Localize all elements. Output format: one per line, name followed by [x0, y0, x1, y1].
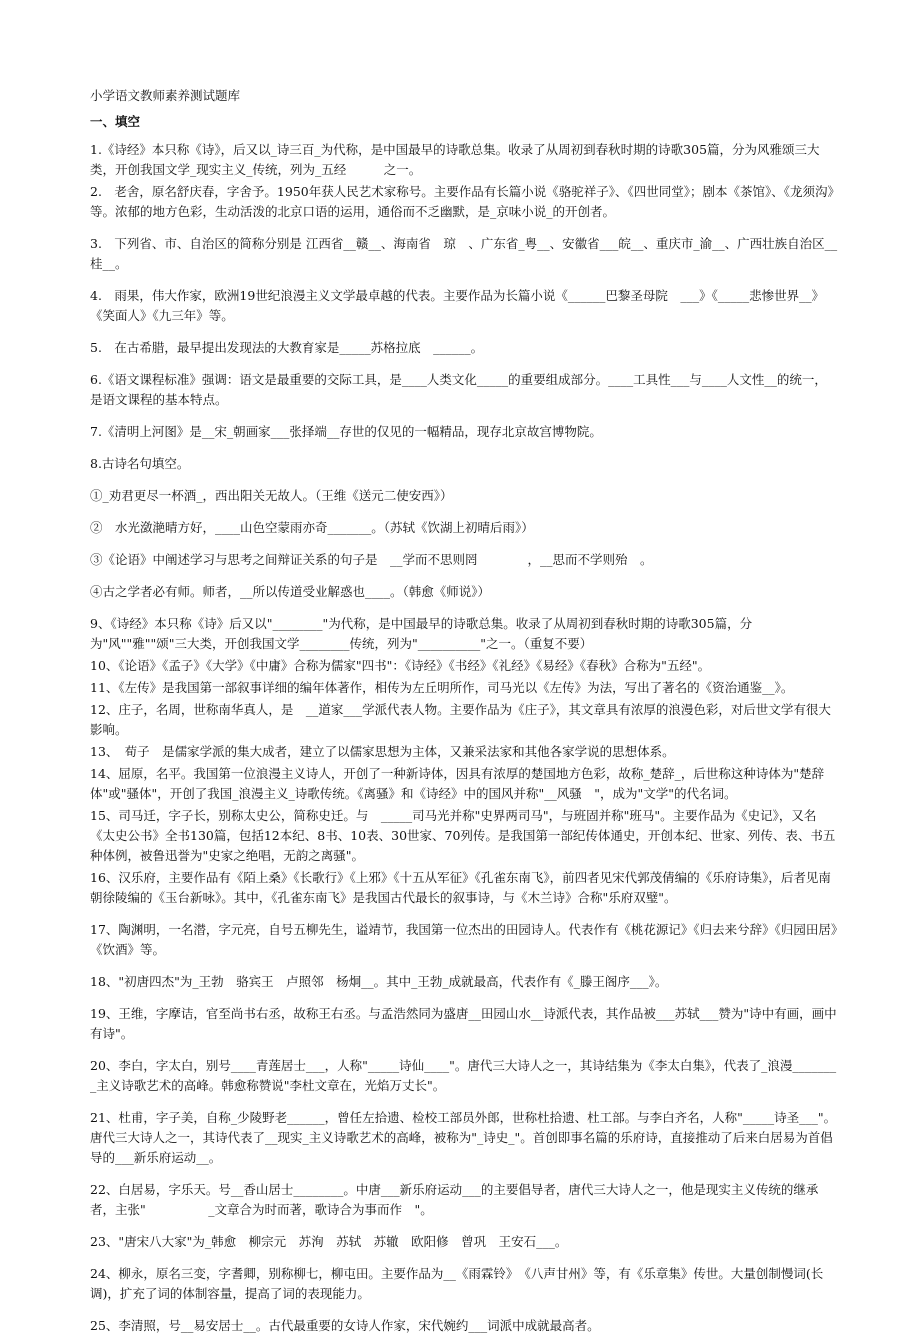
question-22: 22、白居易，字乐天。号__香山居士________。中唐___新乐府运动___的主要倡导者，唐代三大诗人之一，他是现实主义传统的继承者，主张" _文章合为时而著，歌诗合为事而作 "。 [90, 1182, 819, 1217]
question-8-4: ④古之学者必有师。师者，__所以传道受业解惑也____。（韩愈《师说》） [90, 584, 491, 599]
document-title: 小学语文教师素养测试题库 [90, 88, 241, 103]
question-18: 18、"初唐四杰"为_王勃 骆宾王 卢照邻 杨炯__。其中_王勃_成就最高，代表作有《_滕王阁序___》。 [90, 974, 668, 989]
question-23: 23、"唐宋八大家"为_韩愈 柳宗元 苏洵 苏轼 苏辙 欧阳修 曾巩 王安石___。 [90, 1234, 568, 1249]
question-25: 25、李清照，号__易安居士__。古代最重要的女诗人作家，宋代婉约___词派中成就最高者。 [90, 1318, 600, 1333]
question-10: 10、《论语》《孟子》《大学》《中庸》合称为儒家"四书"：《诗经》《书经》《礼经》《易经》《春秋》合称为"五经"。 [90, 658, 711, 673]
question-2: 2. 老舍，原名舒庆春，字舍予。1950年获人民艺术家称号。主要作品有长篇小说《骆驼祥子》、《四世同堂》；剧本《茶馆》、《龙须沟》等。浓郁的地方色彩，生动活泼的北京口语的运用，通俗而不乏幽默，是_京味小说_的开创者。 [90, 184, 834, 219]
question-24: 24、柳永，原名三变，字耆卿，别称柳七，柳屯田。主要作品为__《雨霖铃》 《八声甘州》等，有《乐章集》传世。大量创制慢词(长调)，扩充了词的体制容量，提高了词的表现能力。 [90, 1266, 824, 1301]
question-8-1: ①_劝君更尽一杯酒_，西出阳关无故人。（王维《送元二使安西》） [90, 488, 453, 503]
question-4: 4. 雨果，伟大作家，欧洲19世纪浪漫主义文学最卓越的代表。主要作品为长篇小说《______巴黎圣母院 ___》《_____悲惨世界__》《笑面人》《九三年》等。 [90, 288, 825, 323]
question-19: 19、王维，字摩诘，官至尚书右丞，故称王右丞。与孟浩然同为盛唐__田园山水__诗派代表，其作品被___苏轼___赞为"诗中有画，画中有诗"。 [90, 1006, 837, 1041]
question-5: 5. 在古希腊，最早提出发现法的大教育家是_____苏格拉底 ______。 [90, 340, 484, 355]
section-title: 一、填空 [90, 114, 141, 129]
question-16: 16、汉乐府，主要作品有《陌上桑》《长歌行》《上邪》《十五从军征》《孔雀东南飞》，前四者见宋代郭茂倩编的《乐府诗集》，后者见南朝徐陵编的《玉台新咏》。其中，《孔雀东南飞》是我国古代最长的叙事诗，与《木兰诗》合称"乐府双璧"。 [90, 870, 831, 905]
question-14: 14、屈原，名平。我国第一位浪漫主义诗人，开创了一种新诗体，因具有浓厚的楚国地方色彩，故称_楚辞_，后世称这种诗体为"楚辞体"或"骚体"，开创了我国_浪漫主义_诗歌传统。《离骚》和《诗经》中的国风并称"__风骚 "，成为"文学"的代名词。 [90, 766, 825, 801]
question-8-3: ③《论语》中阐述学习与思考之间辩证关系的句子是 __学而不思则罔 ，__思而不学则殆 。 [90, 552, 653, 567]
question-20: 20、李白，字太白，别号____青莲居士___，人称"_____诗仙____"。唐代三大诗人之一，其诗结集为《李太白集》，代表了_浪漫________主义诗歌艺术的高峰。韩愈称赞说"李杜文章在，光焰万丈长"。 [90, 1058, 837, 1093]
question-12: 12、庄子，名周，世称南华真人，是 __道家___学派代表人物。主要作品为《庄子》，其文章具有浓厚的浪漫色彩，对后世文学有很大影响。 [90, 702, 831, 737]
question-6: 6.《语文课程标准》强调：语文是最重要的交际工具，是____人类文化_____的重要组成部分。____工具性___与____人文性__的统一，是语文课程的基本特点。 [90, 372, 827, 407]
question-21: 21、杜甫，字子美，自称_少陵野老______，曾任左拾遗、检校工部员外郎，世称杜拾遗、杜工部。与李白齐名，人称"_____诗圣___"。唐代三大诗人之一，其诗代表了__现实_主义诗歌艺术的高峰，被称为"_诗史_"。首创即事名篇的乐府诗，直接推动了后来白居易为首倡导的___新乐府运动__。 [90, 1110, 837, 1165]
question-1: 1.《诗经》本只称《诗》，后又以_诗三百_为代称，是中国最早的诗歌总集。收录了从周初到春秋时期的诗歌305篇，分为风雅颂三大类，开创我国文学_现实主义_传统，列为_五经 之一。 [90, 142, 820, 177]
question-9: 9、《诗经》本只称《诗》后又以"________"为代称，是中国最早的诗歌总集。收录了从周初到春秋时期的诗歌305篇，分为"风""雅""颂"三大类，开创我国文学________传统，列为"__________"之一。（重复不要） [90, 616, 753, 651]
question-8-2: ② 水光潋滟晴方好，____山色空蒙雨亦奇_______。（苏轼《饮湖上初晴后雨》） [90, 520, 534, 535]
question-8: 8.古诗名句填空。 [90, 456, 190, 471]
question-7: 7.《清明上河图》是__宋_朝画家___张择端__存世的仅见的一幅精品，现存北京故宫博物院。 [90, 424, 602, 439]
question-11: 11、《左传》是我国第一部叙事详细的编年体著作，相传为左丘明所作，司马光以《左传》为法，写出了著名的《资治通鉴__》。 [90, 680, 794, 695]
question-15: 15、司马迁，字子长，别称太史公，简称史迁。与 _____司马光并称"史界两司马"，与班固并称"班马"。主要作品为《史记》，又名《太史公书》全书130篇，包括12本纪、8书、10表、30世家、70列传。是我国第一部纪传体通史，开创本纪、世家、列传、表、书五种体例，被鲁迅誉为"史家之绝唱，无韵之离骚"。 [90, 808, 836, 863]
question-13: 13、 荀子 是儒家学派的集大成者，建立了以儒家思想为主体，又兼采法家和其他各家学说的思想体系。 [90, 744, 675, 759]
question-17: 17、陶渊明，一名潜，字元亮，自号五柳先生，谥靖节，我国第一位杰出的田园诗人。代表作有《桃花源记》《归去来兮辞》《归园田居》《饮酒》等。 [90, 922, 838, 957]
question-3: 3. 下列省、市、自治区的简称分别是 江西省__赣__、海南省 琼 、广东省_粤__、安徽省___皖__、重庆市_渝__、广西壮族自治区__桂__。 [90, 236, 838, 271]
